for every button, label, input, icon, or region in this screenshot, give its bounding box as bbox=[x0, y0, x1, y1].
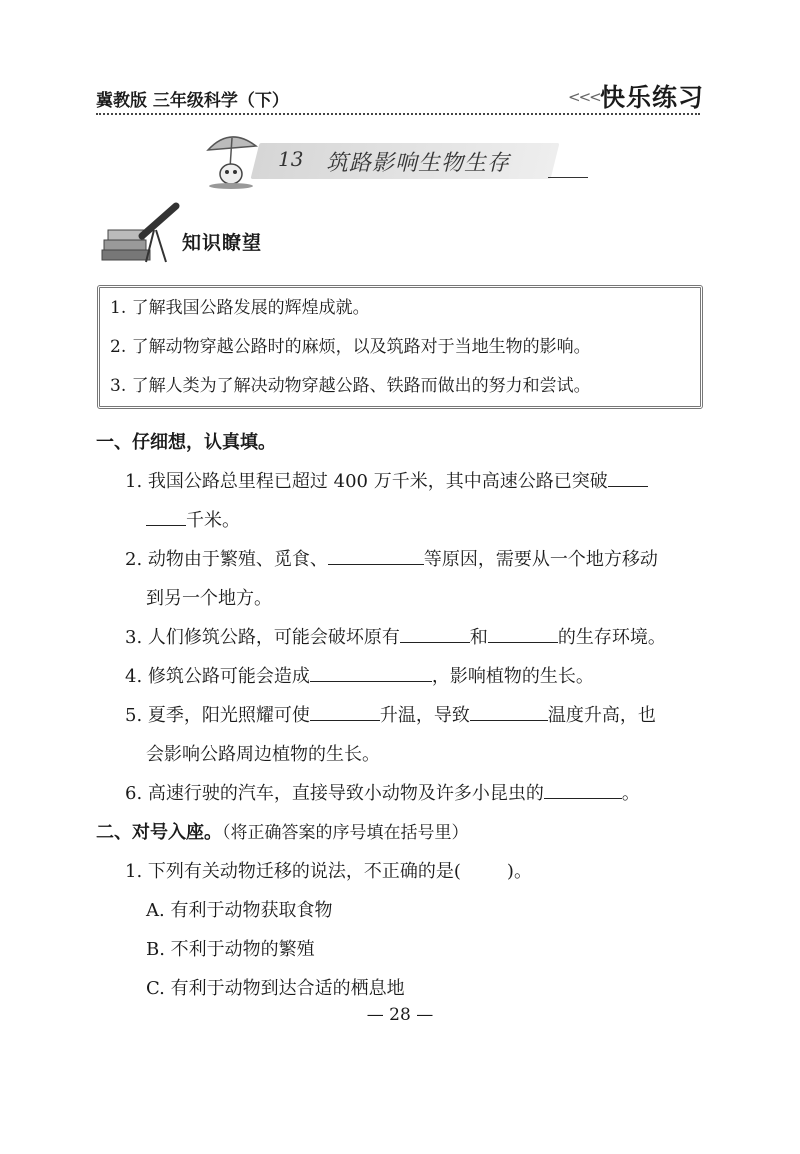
header-divider bbox=[96, 113, 700, 115]
question-6 bbox=[125, 779, 640, 805]
option-a: A. 有利于动物获取食物 bbox=[146, 900, 333, 921]
page-category-label: 快乐练习 bbox=[600, 83, 705, 112]
answer-blank[interactable] bbox=[310, 702, 380, 721]
question-2 bbox=[125, 545, 658, 571]
question-text: 千米。 bbox=[186, 510, 240, 531]
banner-underline bbox=[548, 177, 588, 178]
question-text: 等原因，需要从一个地方移动 bbox=[423, 549, 658, 570]
question-1-cont bbox=[146, 506, 240, 532]
telescope-books-icon bbox=[100, 200, 182, 266]
question-text: 1. 我国公路总里程已超过 400 万千米，其中高速公路已突破 bbox=[125, 471, 608, 492]
mc-question-1 bbox=[125, 857, 532, 883]
question-text: 温度升高，也 bbox=[547, 705, 656, 726]
lesson-number: 13 bbox=[278, 147, 304, 171]
book-series-label: 冀教版 三年级科学（下） bbox=[96, 91, 289, 111]
question-text: 和 bbox=[469, 627, 488, 648]
part2-instruction: （将正确答案的序号填在括号里） bbox=[222, 823, 469, 843]
option-b: B. 不利于动物的繁殖 bbox=[146, 939, 315, 960]
answer-blank[interactable] bbox=[400, 624, 470, 643]
question-text: 的生存环境。 bbox=[557, 627, 666, 648]
question-3 bbox=[125, 623, 666, 649]
chevrons-left-icon: <<< bbox=[568, 88, 600, 106]
answer-blank[interactable] bbox=[310, 663, 432, 682]
objective-item: 3. 了解人类为了解决动物穿越公路、铁路而做出的努力和尝试。 bbox=[110, 376, 591, 396]
umbrella-mascot-icon bbox=[200, 128, 262, 190]
question-1 bbox=[125, 467, 648, 493]
question-text: 2. 动物由于繁殖、觅食、 bbox=[125, 549, 328, 570]
answer-blank[interactable] bbox=[328, 546, 424, 565]
question-4 bbox=[125, 662, 594, 688]
objective-item: 2. 了解动物穿越公路时的麻烦，以及筑路对于当地生物的影响。 bbox=[110, 337, 591, 357]
option-c: C. 有利于动物到达合适的栖息地 bbox=[146, 978, 405, 999]
answer-blank[interactable] bbox=[470, 702, 548, 721]
question-text: 6. 高速行驶的汽车，直接导致小动物及许多小昆虫的 bbox=[125, 783, 544, 804]
question-text: 升温，导致 bbox=[379, 705, 470, 726]
answer-blank[interactable] bbox=[146, 507, 186, 526]
question-5-cont: 会影响公路周边植物的生长。 bbox=[146, 744, 380, 765]
question-2-cont: 到另一个地方。 bbox=[146, 588, 272, 609]
question-text: 3. 人们修筑公路，可能会破坏原有 bbox=[125, 627, 400, 648]
question-text: 。 bbox=[621, 783, 640, 804]
question-text: 5. 夏季，阳光照耀可使 bbox=[125, 705, 310, 726]
part1-heading: 一、仔细想，认真填。 bbox=[96, 432, 276, 453]
lesson-title: 筑路影响生物生存 bbox=[326, 151, 511, 176]
question-text: 1. 下列有关动物迁移的说法，不正确的是( bbox=[125, 861, 461, 882]
part2-title: 二、对号入座。 bbox=[96, 822, 222, 843]
section-title: 知识瞭望 bbox=[182, 232, 263, 254]
page-number: — 28 — bbox=[366, 1005, 434, 1025]
objective-item: 1. 了解我国公路发展的辉煌成就。 bbox=[110, 298, 370, 318]
part2-heading bbox=[96, 818, 469, 844]
question-text: )。 bbox=[506, 861, 532, 882]
question-text: ，影响植物的生长。 bbox=[431, 666, 594, 687]
question-5 bbox=[125, 701, 656, 727]
answer-blank[interactable] bbox=[608, 468, 648, 487]
question-text: 4. 修筑公路可能会造成 bbox=[125, 666, 310, 687]
answer-blank[interactable] bbox=[488, 624, 558, 643]
answer-blank[interactable] bbox=[544, 780, 622, 799]
